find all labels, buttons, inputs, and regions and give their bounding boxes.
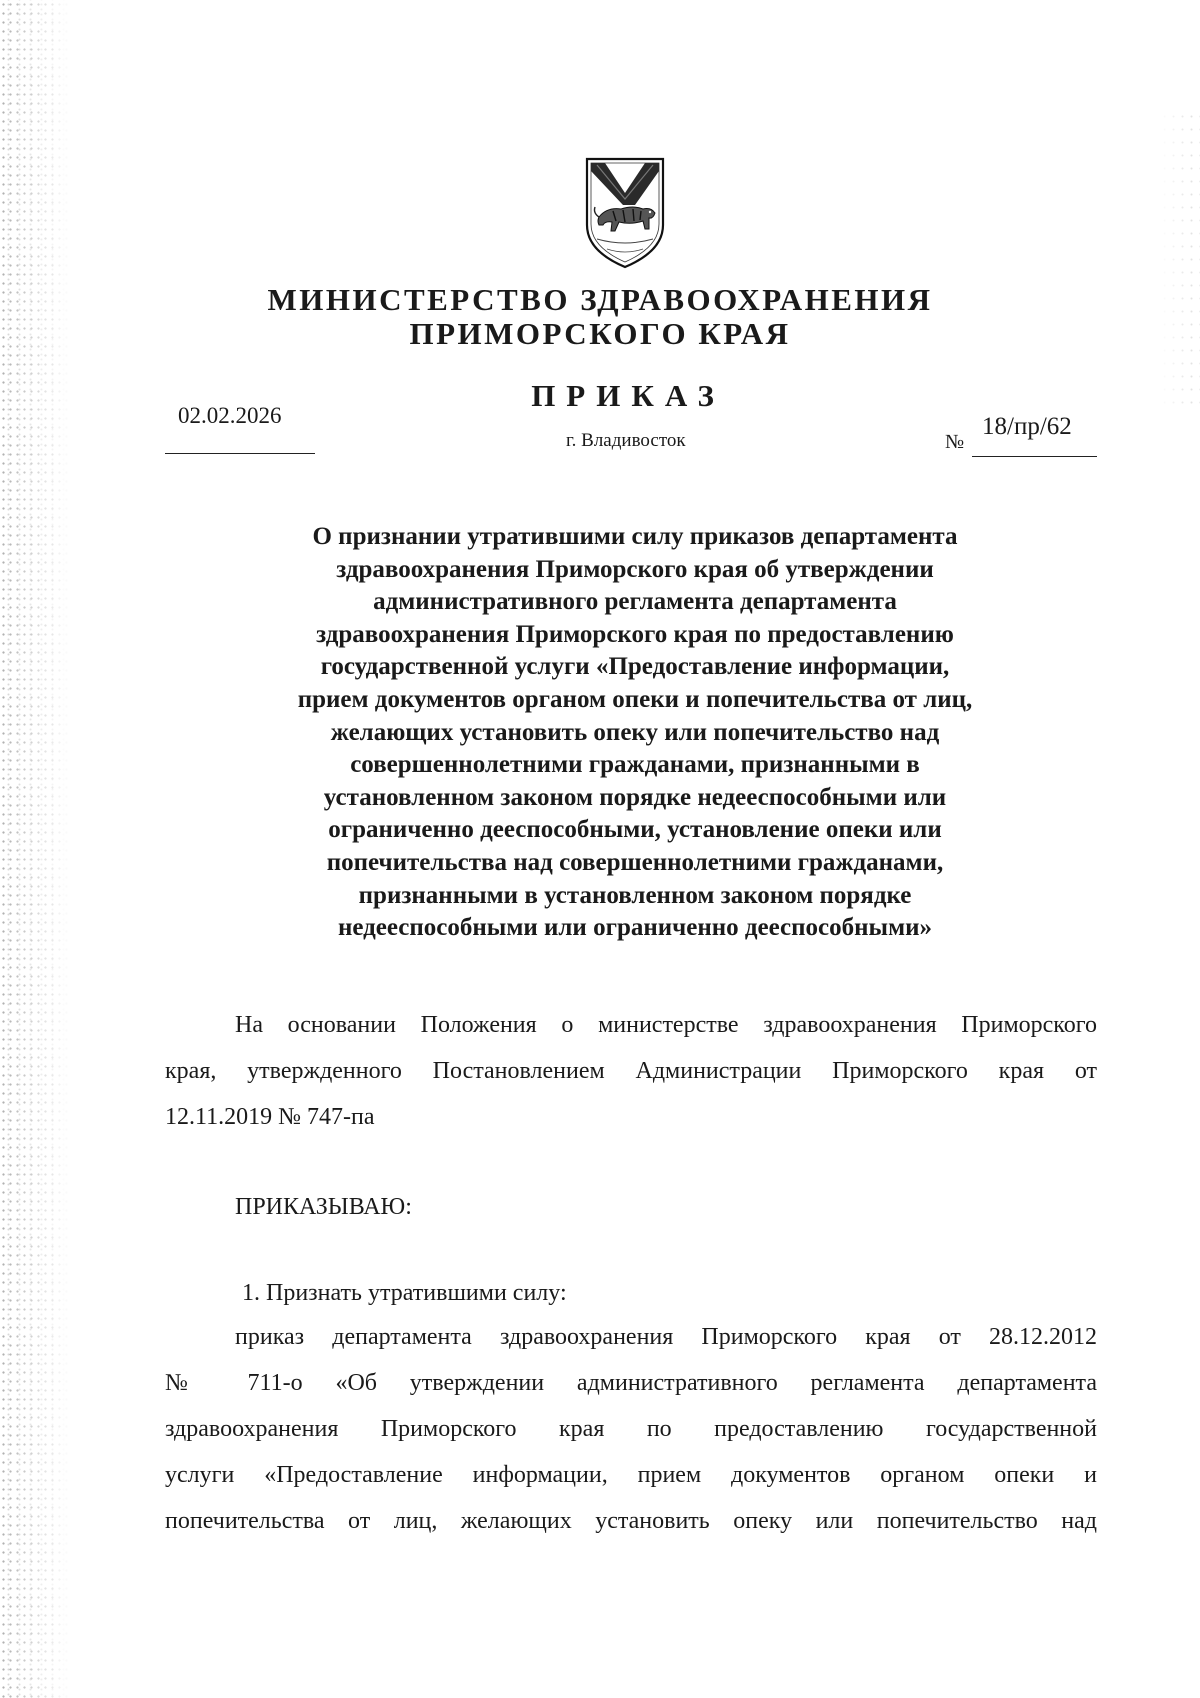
order-word: ПРИКАЗЫВАЮ: bbox=[235, 1194, 412, 1220]
ministry-name bbox=[0, 283, 1200, 351]
document-title bbox=[170, 521, 1100, 945]
title-line: установленном законом порядке недееспособными или bbox=[323, 783, 947, 811]
document-type: ПРИКАЗ bbox=[531, 378, 725, 413]
item-1-paragraph bbox=[165, 1314, 1097, 1544]
title-line: признанными в установленном законом порядке bbox=[358, 881, 912, 909]
basis-paragraph bbox=[165, 1002, 1097, 1140]
title-line: административного регламента департамента bbox=[373, 588, 897, 616]
ministry-name-line2: ПРИМОРСКОГО КРАЯ bbox=[409, 316, 791, 351]
paragraph-line: приказ департамента здравоохранения Приморского края от 28.12.2012 bbox=[235, 1324, 1097, 1350]
title-line: ограниченно дееспособными, установление опеки или bbox=[328, 816, 942, 844]
paragraph-line: попечительства от лиц, желающих установить опеку или попечительство над bbox=[165, 1508, 1097, 1534]
title-line: государственной услуги «Предоставление информации, bbox=[320, 653, 950, 681]
coat-of-arms-icon bbox=[583, 155, 667, 270]
item-1-heading: 1. Признать утратившими силу: bbox=[242, 1280, 567, 1306]
title-line: здравоохранения Приморского края по предоставлению bbox=[316, 620, 954, 648]
paragraph-line: 12.11.2019 № 747-па bbox=[165, 1104, 375, 1130]
paragraph-line: услуги «Предоставление информации, прием документов органом опеки и bbox=[165, 1462, 1097, 1488]
title-line: желающих установить опеку или попечительство над bbox=[330, 718, 940, 746]
title-line: недееспособными или ограниченно дееспособными» bbox=[337, 914, 933, 942]
number-underline bbox=[972, 456, 1097, 457]
paragraph-line: На основании Положения о министерстве здравоохранения Приморского bbox=[235, 1012, 1097, 1038]
document-number: 18/пр/62 bbox=[982, 413, 1072, 440]
scan-noise-right bbox=[1160, 110, 1200, 410]
document-date: 02.02.2026 bbox=[178, 403, 282, 428]
ministry-name-line1: МИНИСТЕРСТВО ЗДРАВООХРАНЕНИЯ bbox=[267, 282, 933, 317]
title-line: здравоохранения Приморского края об утверждении bbox=[336, 555, 934, 583]
document-city: г. Владивосток bbox=[566, 430, 686, 451]
title-line: совершеннолетними гражданами, признанными в bbox=[350, 751, 920, 779]
title-line: попечительства над совершеннолетними гражданами, bbox=[326, 848, 944, 876]
paragraph-line: края, утвержденного Постановлением Администрации Приморского края от bbox=[165, 1058, 1097, 1084]
title-line: прием документов органом опеки и попечительства от лиц, bbox=[297, 685, 973, 713]
number-sign: № bbox=[945, 431, 965, 453]
date-underline bbox=[165, 453, 315, 454]
paragraph-line: здравоохранения Приморского края по предоставлению государственной bbox=[165, 1416, 1097, 1442]
paragraph-line: № 711-о «Об утверждении административного регламента департамента bbox=[165, 1370, 1097, 1396]
scan-noise-left bbox=[0, 0, 70, 1698]
title-line: О признании утратившими силу приказов департамента bbox=[312, 523, 958, 550]
